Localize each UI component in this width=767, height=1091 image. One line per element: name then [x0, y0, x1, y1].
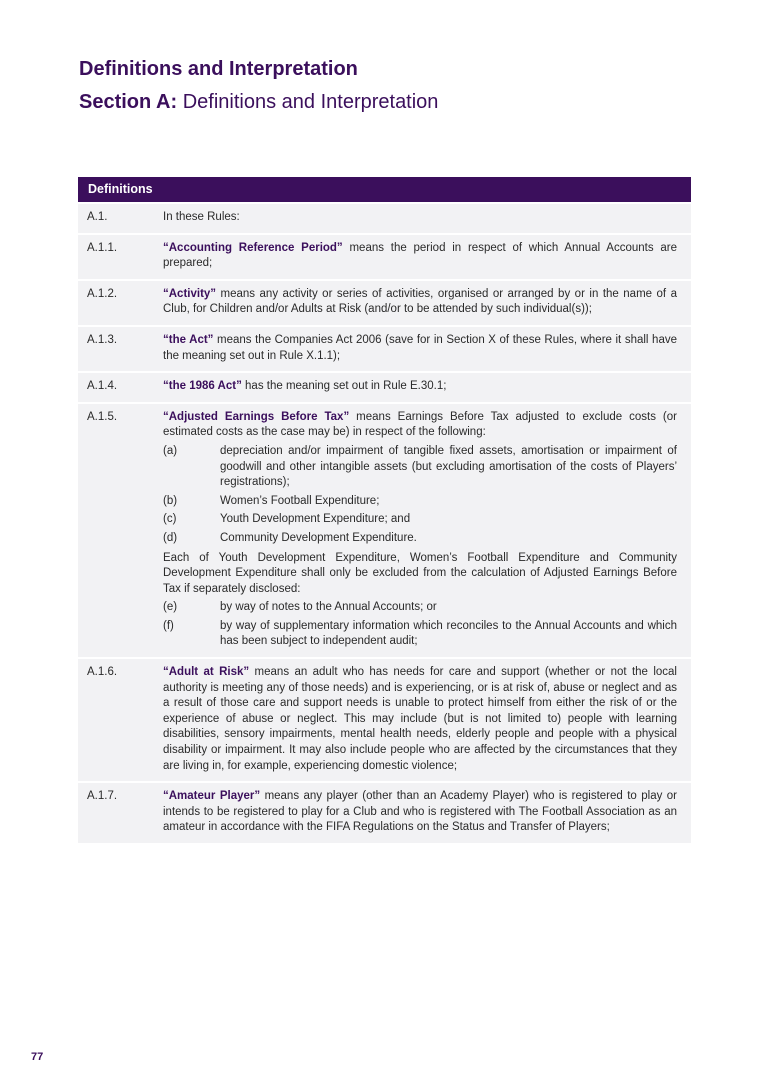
sub-item	[163, 444, 677, 491]
defined-term: “Adjusted Earnings Before Tax”	[163, 410, 350, 423]
section-heading	[79, 91, 438, 114]
sub-item-label: (c)	[163, 513, 177, 526]
sub-item-label: (e)	[163, 601, 178, 614]
clause-number: A.1.4.	[87, 380, 118, 393]
clause-body	[163, 241, 677, 272]
clause-text: means any player (other than an Academy Player) who is registered to play or intends to be registered to play for a Club and who is registered with The Football Association as an amateur in accordance with the FIFA Regulations on the Status and Transfer of Players;	[163, 790, 678, 834]
clause-body	[163, 410, 677, 650]
clause-body	[163, 210, 677, 226]
sub-item-text: by way of supplementary information which reconciles to the Annual Accounts and which has been subject to independent audit;	[220, 619, 677, 648]
clause-number: A.1.3.	[87, 333, 118, 346]
clause-text: has the meaning set out in Rule E.30.1;	[245, 380, 447, 393]
sub-item	[163, 619, 677, 650]
clause-number: A.1.	[87, 211, 108, 223]
sub-item	[163, 600, 677, 616]
page-number: 77	[31, 1051, 44, 1063]
sub-item	[163, 512, 677, 528]
defined-term: “the 1986 Act”	[163, 380, 242, 393]
definition-row	[78, 233, 691, 279]
clause-text: means the period in respect of which Annual Accounts are prepared;	[163, 241, 677, 270]
clause-text: means an adult who has needs for care and support (whether or not the local authority is meeting any of those needs) and is experiencing, or is at risk of, abuse or neglect and as a result of those care and support needs is unable to protect himself from either the risk of or the experience of abuse or neglect. This may include (but is not limited to) people with learning disabilities, sensory impairments, mental health needs, elderly people and people with a physical disability or impairment. It may also include people who are affected by the circumstances that they are living in, for example, experiencing domestic violence;	[163, 666, 677, 772]
definition-row	[78, 279, 691, 325]
definition-row	[78, 657, 691, 781]
clause-body	[163, 287, 677, 318]
clause-body	[163, 665, 677, 774]
clause-text: means the Companies Act 2006 (save for in Section X of these Rules, where it shall have the meaning set out in Rule X.1.1);	[163, 333, 677, 362]
defined-term: “Activity”	[163, 287, 217, 300]
clause-paragraph: Each of Youth Development Expenditure, Women’s Football Expenditure and Community Development Expenditure shall only be excluded from the calculation of Adjusted Earnings Before Tax if separately disclosed:	[163, 551, 677, 595]
clause-number: A.1.2.	[87, 287, 118, 300]
sub-item	[163, 494, 677, 510]
sub-item-text: Community Development Expenditure.	[220, 531, 417, 544]
section-title: Definitions and Interpretation	[182, 91, 439, 113]
clause-text: means Earnings Before Tax adjusted to exclude costs (or estimated costs as the case may be) in respect of the following:	[163, 410, 677, 439]
clause-body	[163, 333, 677, 364]
sub-item	[163, 531, 677, 547]
sub-item-text: Women’s Football Expenditure;	[220, 494, 380, 507]
section-label: Section A:	[79, 91, 178, 113]
defined-term: “the Act”	[163, 333, 214, 346]
clause-number: A.1.1.	[87, 241, 118, 254]
clause-body	[163, 379, 677, 395]
definition-row	[78, 202, 691, 233]
definition-row	[78, 402, 691, 657]
definition-row	[78, 781, 691, 843]
sub-item-text: Youth Development Expenditure; and	[220, 513, 411, 526]
definition-row	[78, 325, 691, 371]
defined-term: “Amateur Player”	[163, 790, 261, 803]
table-header: Definitions	[78, 177, 691, 202]
sub-item-label: (b)	[163, 494, 178, 507]
sub-item-text: depreciation and/or impairment of tangible fixed assets, amortisation or impairment of goodwill and other intangible assets (but excluding amortisation of the costs of Players’ registrations);	[220, 444, 677, 489]
defined-term: “Accounting Reference Period”	[163, 241, 343, 254]
clause-body	[163, 789, 677, 836]
sub-item-label: (d)	[163, 531, 178, 544]
clause-text: means any activity or series of activities, organised or arranged by or in the name of a Club, for Children and/or Adults at Risk (and/or to be attended by such individual(s));	[163, 287, 677, 316]
clause-number: A.1.7.	[87, 790, 118, 803]
clause-text: In these Rules:	[163, 211, 240, 223]
clause-number: A.1.5.	[87, 410, 118, 423]
sub-item-label: (a)	[163, 444, 178, 457]
definitions-table	[78, 177, 691, 843]
sub-item-text: by way of notes to the Annual Accounts; or	[220, 601, 437, 614]
sub-item-label: (f)	[163, 619, 174, 632]
clause-number: A.1.6.	[87, 666, 118, 679]
defined-term: “Adult at Risk”	[163, 666, 250, 679]
definition-row	[78, 371, 691, 402]
page-title: Definitions and Interpretation	[79, 58, 358, 80]
